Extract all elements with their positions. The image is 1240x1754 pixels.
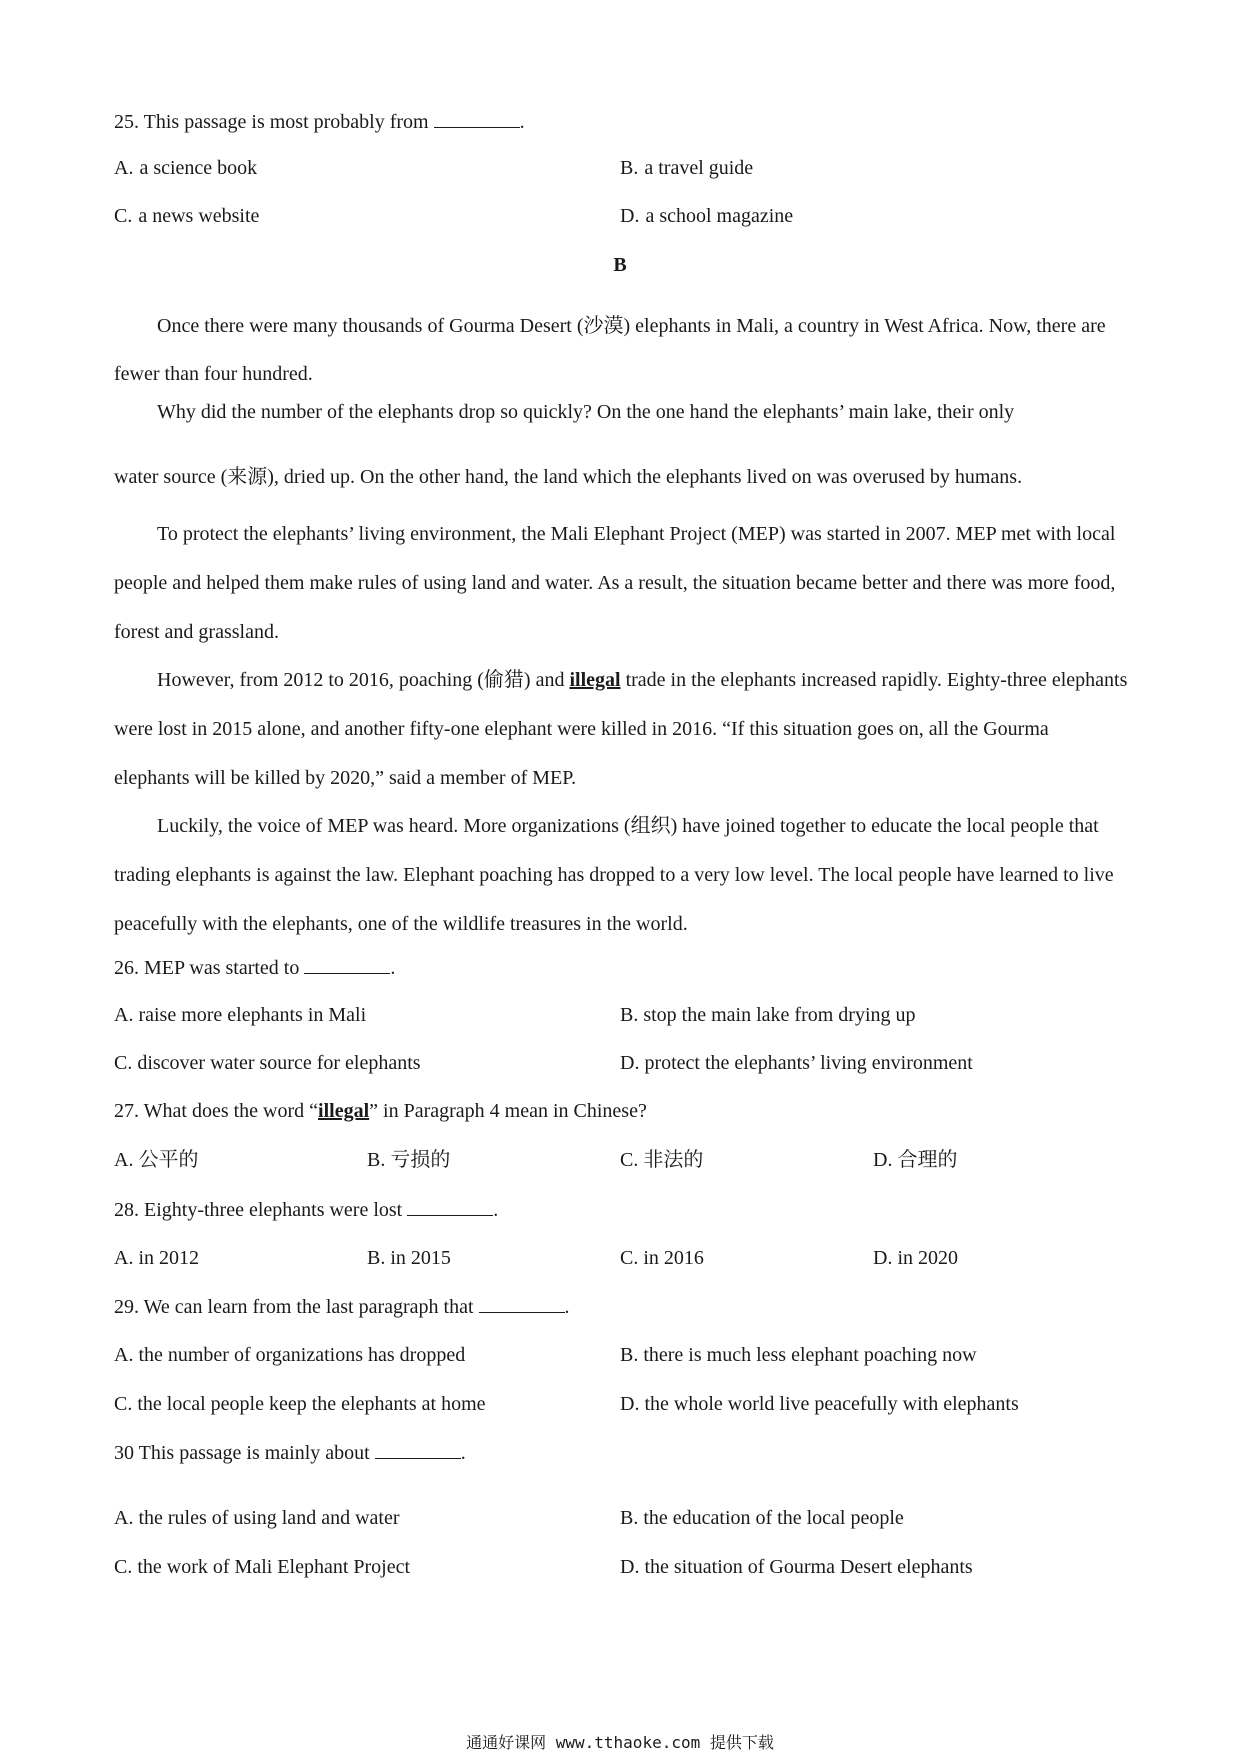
option-c[interactable]: C. the local people keep the elephants at home — [114, 1393, 486, 1415]
options-row — [114, 1555, 1129, 1579]
option-a[interactable]: A. the rules of using land and water — [114, 1507, 400, 1529]
passage-paragraph-3: To protect the elephants’ living environment, the Mali Elephant Project (MEP) was started in 2007. MEP met with local people and helped them make rules of using land and water. As a result, the situation became better and there was more food, forest and grassland. — [114, 523, 1116, 643]
options-row — [114, 204, 1129, 228]
answer-blank — [304, 955, 390, 974]
question-26: 26. MEP was started to . — [114, 957, 396, 979]
options-row — [114, 1246, 1129, 1270]
answer-blank — [479, 1294, 565, 1313]
option-d[interactable]: D. 合理的 — [873, 1149, 958, 1171]
option-a[interactable]: A. 公平的 — [114, 1149, 199, 1171]
option-d[interactable]: D. a school magazine — [620, 205, 794, 227]
question-number: 25. — [114, 111, 139, 133]
question-25: 25. This passage is most probably from . — [114, 111, 525, 133]
options-row — [114, 1003, 1129, 1027]
option-a[interactable]: A. in 2012 — [114, 1247, 199, 1269]
option-b[interactable]: B. there is much less elephant poaching now — [620, 1344, 977, 1366]
option-b[interactable]: B. a travel guide — [620, 157, 754, 179]
options-row — [114, 156, 1129, 180]
question-30: 30 This passage is mainly about . — [114, 1442, 466, 1464]
question-27: 27. What does the word “illegal” in Paragraph 4 mean in Chinese? — [114, 1100, 647, 1122]
question-28: 28. Eighty-three elephants were lost . — [114, 1199, 499, 1221]
page-footer: 通通好课网 www.tthaoke.com 提供下载 — [466, 1733, 774, 1752]
option-b[interactable]: B. the education of the local people — [620, 1507, 904, 1529]
option-a[interactable]: A. a science book — [114, 157, 258, 179]
option-d[interactable]: D. the situation of Gourma Desert elephants — [620, 1556, 973, 1578]
passage-paragraph-5: Luckily, the voice of MEP was heard. More organizations (组织) have joined together to educate the local people that trading elephants is against the law. Elephant poaching has dropped to a very low level. The local people have learned to live peacefully with the elephants, one of the wildlife treasures in the world. — [114, 815, 1114, 935]
passage-paragraph-2-line-1: Why did the number of the elephants drop so quickly? On the one hand the elephants’ main lake, their only — [157, 401, 1015, 423]
question-29: 29. We can learn from the last paragraph that . — [114, 1296, 570, 1318]
option-a[interactable]: A. raise more elephants in Mali — [114, 1004, 367, 1026]
option-c[interactable]: C. in 2016 — [620, 1247, 704, 1269]
options-row — [114, 1343, 1129, 1367]
options-row — [114, 1392, 1129, 1416]
option-d[interactable]: D. the whole world live peacefully with elephants — [620, 1393, 1019, 1415]
options-row — [114, 1506, 1129, 1530]
answer-blank — [375, 1440, 461, 1459]
option-c[interactable]: C. 非法的 — [620, 1149, 704, 1171]
highlighted-word: illegal — [569, 669, 621, 691]
options-row — [114, 1148, 1129, 1172]
option-d[interactable]: D. protect the elephants’ living environment — [620, 1052, 973, 1074]
options-row — [114, 1051, 1129, 1075]
answer-blank — [434, 109, 520, 128]
option-c[interactable]: C. discover water source for elephants — [114, 1052, 421, 1074]
passage-paragraph-1: Once there were many thousands of Gourma Desert (沙漠) elephants in Mali, a country in West Africa. Now, there are fewer than four hundred. — [114, 315, 1106, 385]
passage-paragraph-4: However, from 2012 to 2016, poaching (偷猎) and illegal trade in the elephants increased rapidly. Eighty-three elephants were lost in 2015 alone, and another fifty-one elephant were killed in 2016. “If this situation goes on, all the Gourma elephants will be killed by 2020,” said a member of MEP. — [114, 669, 1128, 789]
option-b[interactable]: B. stop the main lake from drying up — [620, 1004, 916, 1026]
section-heading: B — [613, 254, 627, 276]
question-stem: This passage is most probably from — [143, 111, 429, 133]
option-c[interactable]: C. a news website — [114, 205, 260, 227]
option-b[interactable]: B. 亏损的 — [367, 1149, 451, 1171]
option-a[interactable]: A. the number of organizations has dropped — [114, 1344, 466, 1366]
answer-blank — [407, 1197, 493, 1216]
passage-paragraph-2-line-2: water source (来源), dried up. On the other hand, the land which the elephants lived on was overused by humans. — [114, 466, 1023, 488]
option-b[interactable]: B. in 2015 — [367, 1247, 451, 1269]
option-d[interactable]: D. in 2020 — [873, 1247, 958, 1269]
option-c[interactable]: C. the work of Mali Elephant Project — [114, 1556, 411, 1578]
highlighted-word: illegal — [318, 1100, 370, 1122]
